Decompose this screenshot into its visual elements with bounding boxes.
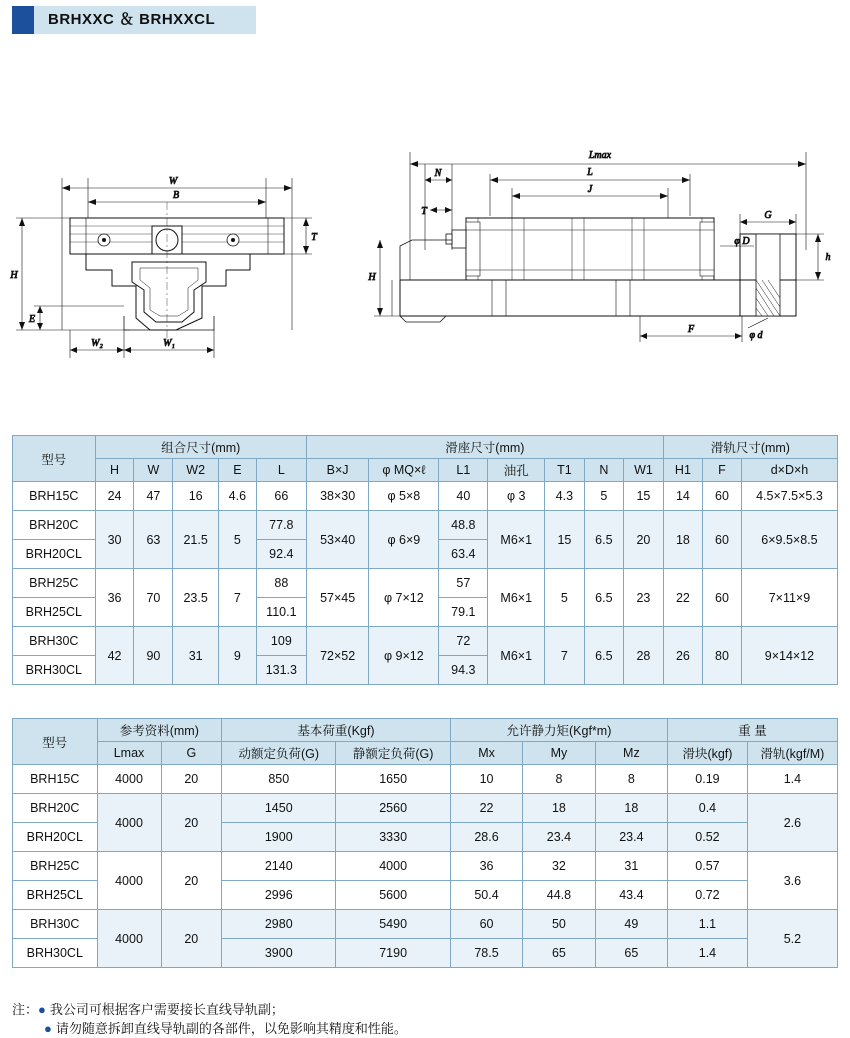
table1-cell-l1: 94.3	[439, 656, 488, 685]
table2-cell-mz: 18	[595, 794, 667, 823]
table1-sub-w: W	[134, 459, 173, 482]
table1-cell-l: 88	[256, 569, 306, 598]
table1-sub-w1: W1	[624, 459, 664, 482]
svg-text:φ d: φ d	[749, 330, 763, 341]
table2-cell-block: 0.72	[668, 881, 748, 910]
bullet-icon: ●	[38, 1002, 46, 1017]
table-row	[13, 627, 838, 656]
table1-cell-e: 9	[218, 627, 256, 685]
table1-sub-e: E	[218, 459, 256, 482]
table2-cell-mx: 10	[450, 765, 522, 794]
table1-cell-h: 42	[95, 627, 134, 685]
table1-cell-l: 110.1	[256, 598, 306, 627]
table1-cell-h: 30	[95, 511, 134, 569]
table1-cell-f: 80	[703, 627, 742, 685]
table1-cell-l1: 63.4	[439, 540, 488, 569]
svg-text:W₁: W₁	[163, 338, 175, 349]
table1-sub-ddh: d×D×h	[741, 459, 837, 482]
table1-cell-t1: 15	[545, 511, 584, 569]
table2-cell-my: 32	[523, 852, 595, 881]
table2-cell-dyn: 3900	[222, 939, 336, 968]
table2-cell-g: 20	[161, 765, 222, 794]
svg-text:H: H	[368, 272, 376, 283]
table2-cell-model: BRH30CL	[13, 939, 98, 968]
svg-text:F: F	[687, 324, 695, 335]
table2-cell-my: 65	[523, 939, 595, 968]
page-title: BRHXXC ＆ BRHXXCL	[48, 11, 216, 28]
table2-cell-mz: 43.4	[595, 881, 667, 910]
table1-cell-ddh: 7×11×9	[741, 569, 837, 627]
table-row	[13, 482, 838, 511]
table1-col-model: 型号	[13, 436, 96, 482]
table2-cell-dyn: 1450	[222, 794, 336, 823]
table1-cell-w: 90	[134, 627, 173, 685]
table2-cell-mz: 8	[595, 765, 667, 794]
table1-sub-f: F	[703, 459, 742, 482]
table1-cell-h1: 26	[663, 627, 702, 685]
table1-cell-t1: 7	[545, 627, 584, 685]
table1-cell-oil: M6×1	[488, 569, 545, 627]
table1-cell-mq: φ 6×9	[369, 511, 439, 569]
table2-cell-mx: 36	[450, 852, 522, 881]
table2-cell-mx: 78.5	[450, 939, 522, 968]
table1-cell-h1: 22	[663, 569, 702, 627]
table2-sub-dyn: 动额定负荷(G)	[222, 742, 336, 765]
table2-cell-my: 18	[523, 794, 595, 823]
table1-cell-l1: 40	[439, 482, 488, 511]
table1-cell-ddh: 9×14×12	[741, 627, 837, 685]
table2-sub-header-row	[13, 742, 838, 765]
table1-cell-mq: φ 5×8	[369, 482, 439, 511]
table2-cell-rail: 3.6	[747, 852, 837, 910]
svg-text:N: N	[434, 168, 442, 179]
table2-cell-sta: 4000	[336, 852, 450, 881]
table1-cell-bj: 38×30	[306, 482, 368, 511]
header-accent-block	[12, 6, 34, 34]
table2-col-model: 型号	[13, 719, 98, 765]
svg-text:Lmax: Lmax	[588, 150, 612, 161]
table2-group-reference: 参考资料(mm)	[97, 719, 222, 742]
table1-cell-oil: φ 3	[488, 482, 545, 511]
table2-cell-lmax: 4000	[97, 852, 161, 910]
table2-cell-sta: 5600	[336, 881, 450, 910]
table1-cell-t1: 4.3	[545, 482, 584, 511]
footnote-text-1: 我公司可根据客户需要接长直线导轨副；	[49, 1002, 284, 1017]
table2-sub-g: G	[161, 742, 222, 765]
table2-cell-lmax: 4000	[97, 910, 161, 968]
table2-sub-sta: 静额定负荷(G)	[336, 742, 450, 765]
svg-text:G: G	[764, 210, 772, 221]
table1-cell-w1: 15	[624, 482, 664, 511]
table2-cell-my: 23.4	[523, 823, 595, 852]
table1-cell-w1: 20	[624, 511, 664, 569]
table-row	[13, 794, 838, 823]
table2-cell-g: 20	[161, 852, 222, 910]
table1-cell-l1: 72	[439, 627, 488, 656]
table1-cell-bj: 57×45	[306, 569, 368, 627]
table1-cell-h1: 18	[663, 511, 702, 569]
svg-text:h: h	[825, 252, 831, 263]
table1-cell-ddh: 6×9.5×8.5	[741, 511, 837, 569]
table2-sub-mz: Mz	[595, 742, 667, 765]
table2-cell-model: BRH20CL	[13, 823, 98, 852]
table2-cell-block: 1.1	[668, 910, 748, 939]
table-row	[13, 765, 838, 794]
table1-group-rail: 滑轨尺寸(mm)	[663, 436, 837, 459]
svg-text:B: B	[172, 190, 180, 201]
table2-cell-block: 0.19	[668, 765, 748, 794]
table1-sub-l: L	[256, 459, 306, 482]
table2-cell-g: 20	[161, 910, 222, 968]
table1-cell-n: 5	[584, 482, 623, 511]
table2-cell-rail: 2.6	[747, 794, 837, 852]
table2-cell-g: 20	[161, 794, 222, 852]
table2-cell-dyn: 2140	[222, 852, 336, 881]
svg-text:T: T	[421, 206, 427, 217]
footnote-lead: 注：	[12, 1002, 39, 1017]
table1-cell-w: 70	[134, 569, 173, 627]
svg-text:φ D: φ D	[734, 236, 750, 247]
table2-cell-my: 44.8	[523, 881, 595, 910]
page-header	[0, 6, 850, 34]
table2-cell-dyn: 850	[222, 765, 336, 794]
table2-cell-rail: 5.2	[747, 910, 837, 968]
table2-cell-model: BRH20C	[13, 794, 98, 823]
table1-cell-l: 131.3	[256, 656, 306, 685]
table1-cell-bj: 53×40	[306, 511, 368, 569]
drawing-svg	[0, 130, 850, 405]
table2-cell-block: 0.57	[668, 852, 748, 881]
table1-cell-model: BRH20CL	[13, 540, 96, 569]
footnotes	[12, 1000, 838, 1038]
table1-cell-w2: 21.5	[173, 511, 219, 569]
table1-group-block: 滑座尺寸(mm)	[306, 436, 663, 459]
table1-sub-n: N	[584, 459, 623, 482]
table1-cell-mq: φ 7×12	[369, 569, 439, 627]
table2-group-header-row	[13, 719, 838, 742]
table1-cell-h: 24	[95, 482, 134, 511]
table1-cell-e: 5	[218, 511, 256, 569]
table-row	[13, 910, 838, 939]
table1-cell-e: 7	[218, 569, 256, 627]
table1-cell-e: 4.6	[218, 482, 256, 511]
table1-sub-mq: φ MQ×ℓ	[369, 459, 439, 482]
table2-cell-sta: 7190	[336, 939, 450, 968]
table1-cell-w2: 16	[173, 482, 219, 511]
table1-cell-mq: φ 9×12	[369, 627, 439, 685]
svg-text:T: T	[311, 232, 317, 243]
table1-cell-w2: 31	[173, 627, 219, 685]
table2-cell-block: 1.4	[668, 939, 748, 968]
load-ratings-table	[12, 718, 838, 968]
table1-cell-w2: 23.5	[173, 569, 219, 627]
table1-cell-l: 109	[256, 627, 306, 656]
svg-text:W₂: W₂	[91, 338, 103, 349]
table-row	[13, 569, 838, 598]
table1-cell-l: 66	[256, 482, 306, 511]
technical-drawing	[0, 130, 850, 405]
footnote-row-2	[12, 1019, 838, 1038]
table1-cell-t1: 5	[545, 569, 584, 627]
svg-text:H: H	[10, 270, 18, 281]
table2-cell-block: 0.52	[668, 823, 748, 852]
table2-cell-sta: 3330	[336, 823, 450, 852]
table1-sub-l1: L1	[439, 459, 488, 482]
table1-cell-h: 36	[95, 569, 134, 627]
svg-text:L: L	[587, 167, 593, 178]
table-row	[13, 511, 838, 540]
table1-cell-l1: 79.1	[439, 598, 488, 627]
table2-sub-my: My	[523, 742, 595, 765]
footnote-text-2: 请勿随意拆卸直线导轨副的各部件，以免影响其精度和性能。	[55, 1021, 407, 1036]
table2-cell-sta: 5490	[336, 910, 450, 939]
bullet-icon: ●	[44, 1021, 52, 1036]
svg-text:E: E	[28, 314, 36, 325]
table2-cell-model: BRH15C	[13, 765, 98, 794]
table1-cell-w1: 28	[624, 627, 664, 685]
table2-sub-block: 滑块(kgf)	[668, 742, 748, 765]
table1-cell-w: 47	[134, 482, 173, 511]
table2-cell-lmax: 4000	[97, 765, 161, 794]
table2-group-load: 基本荷重(Kgf)	[222, 719, 451, 742]
table2-cell-my: 50	[523, 910, 595, 939]
dimensions-table	[12, 435, 838, 685]
table2-cell-my: 8	[523, 765, 595, 794]
table1-cell-ddh: 4.5×7.5×5.3	[741, 482, 837, 511]
table-row	[13, 852, 838, 881]
table2-group-moment: 允许静力矩(Kgf*m)	[450, 719, 667, 742]
table2-cell-lmax: 4000	[97, 794, 161, 852]
table1-cell-l1: 57	[439, 569, 488, 598]
table1-sub-bj: B×J	[306, 459, 368, 482]
table2-cell-mz: 49	[595, 910, 667, 939]
table2-cell-sta: 2560	[336, 794, 450, 823]
table1-cell-n: 6.5	[584, 569, 623, 627]
table2-cell-mz: 65	[595, 939, 667, 968]
table1-cell-model: BRH20C	[13, 511, 96, 540]
table1-sub-h: H	[95, 459, 134, 482]
table1-group-header-row	[13, 436, 838, 459]
table2-cell-dyn: 1900	[222, 823, 336, 852]
table2-sub-mx: Mx	[450, 742, 522, 765]
table2-cell-sta: 1650	[336, 765, 450, 794]
table2-cell-dyn: 2996	[222, 881, 336, 910]
table2-group-weight: 重 量	[668, 719, 838, 742]
table1-sub-t1: T1	[545, 459, 584, 482]
svg-text:J: J	[587, 184, 593, 195]
table1-cell-model: BRH30C	[13, 627, 96, 656]
table2-cell-mz: 31	[595, 852, 667, 881]
table2-cell-mx: 60	[450, 910, 522, 939]
table1-group-assembly: 组合尺寸(mm)	[95, 436, 306, 459]
table1-cell-model: BRH30CL	[13, 656, 96, 685]
table1-sub-h1: H1	[663, 459, 702, 482]
table1-cell-oil: M6×1	[488, 627, 545, 685]
table1-cell-bj: 72×52	[306, 627, 368, 685]
table1-cell-h1: 14	[663, 482, 702, 511]
table1-sub-oil: 油孔	[488, 459, 545, 482]
table2-cell-model: BRH25CL	[13, 881, 98, 910]
table1-sub-w2: W2	[173, 459, 219, 482]
table1-cell-f: 60	[703, 569, 742, 627]
table1-sub-header-row	[13, 459, 838, 482]
table2-cell-dyn: 2980	[222, 910, 336, 939]
table2-cell-rail: 1.4	[747, 765, 837, 794]
table1-cell-l: 92.4	[256, 540, 306, 569]
table2-sub-lmax: Lmax	[97, 742, 161, 765]
table2-cell-mx: 50.4	[450, 881, 522, 910]
table2-cell-mx: 28.6	[450, 823, 522, 852]
table1-cell-model: BRH25CL	[13, 598, 96, 627]
svg-text:W: W	[168, 176, 178, 187]
table1-cell-model: BRH15C	[13, 482, 96, 511]
table1-cell-w1: 23	[624, 569, 664, 627]
table1-cell-model: BRH25C	[13, 569, 96, 598]
table2-cell-model: BRH30C	[13, 910, 98, 939]
table1-cell-l: 77.8	[256, 511, 306, 540]
table2-cell-block: 0.4	[668, 794, 748, 823]
table1-cell-l1: 48.8	[439, 511, 488, 540]
table2-cell-mz: 23.4	[595, 823, 667, 852]
table2-cell-model: BRH25C	[13, 852, 98, 881]
table1-cell-f: 60	[703, 482, 742, 511]
table1-cell-n: 6.5	[584, 627, 623, 685]
table1-cell-n: 6.5	[584, 511, 623, 569]
table2-cell-mx: 22	[450, 794, 522, 823]
table2-sub-rail: 滑轨(kgf/M)	[747, 742, 837, 765]
table1-cell-oil: M6×1	[488, 511, 545, 569]
table1-cell-w: 63	[134, 511, 173, 569]
table1-cell-f: 60	[703, 511, 742, 569]
footnote-row-1	[12, 1000, 838, 1019]
